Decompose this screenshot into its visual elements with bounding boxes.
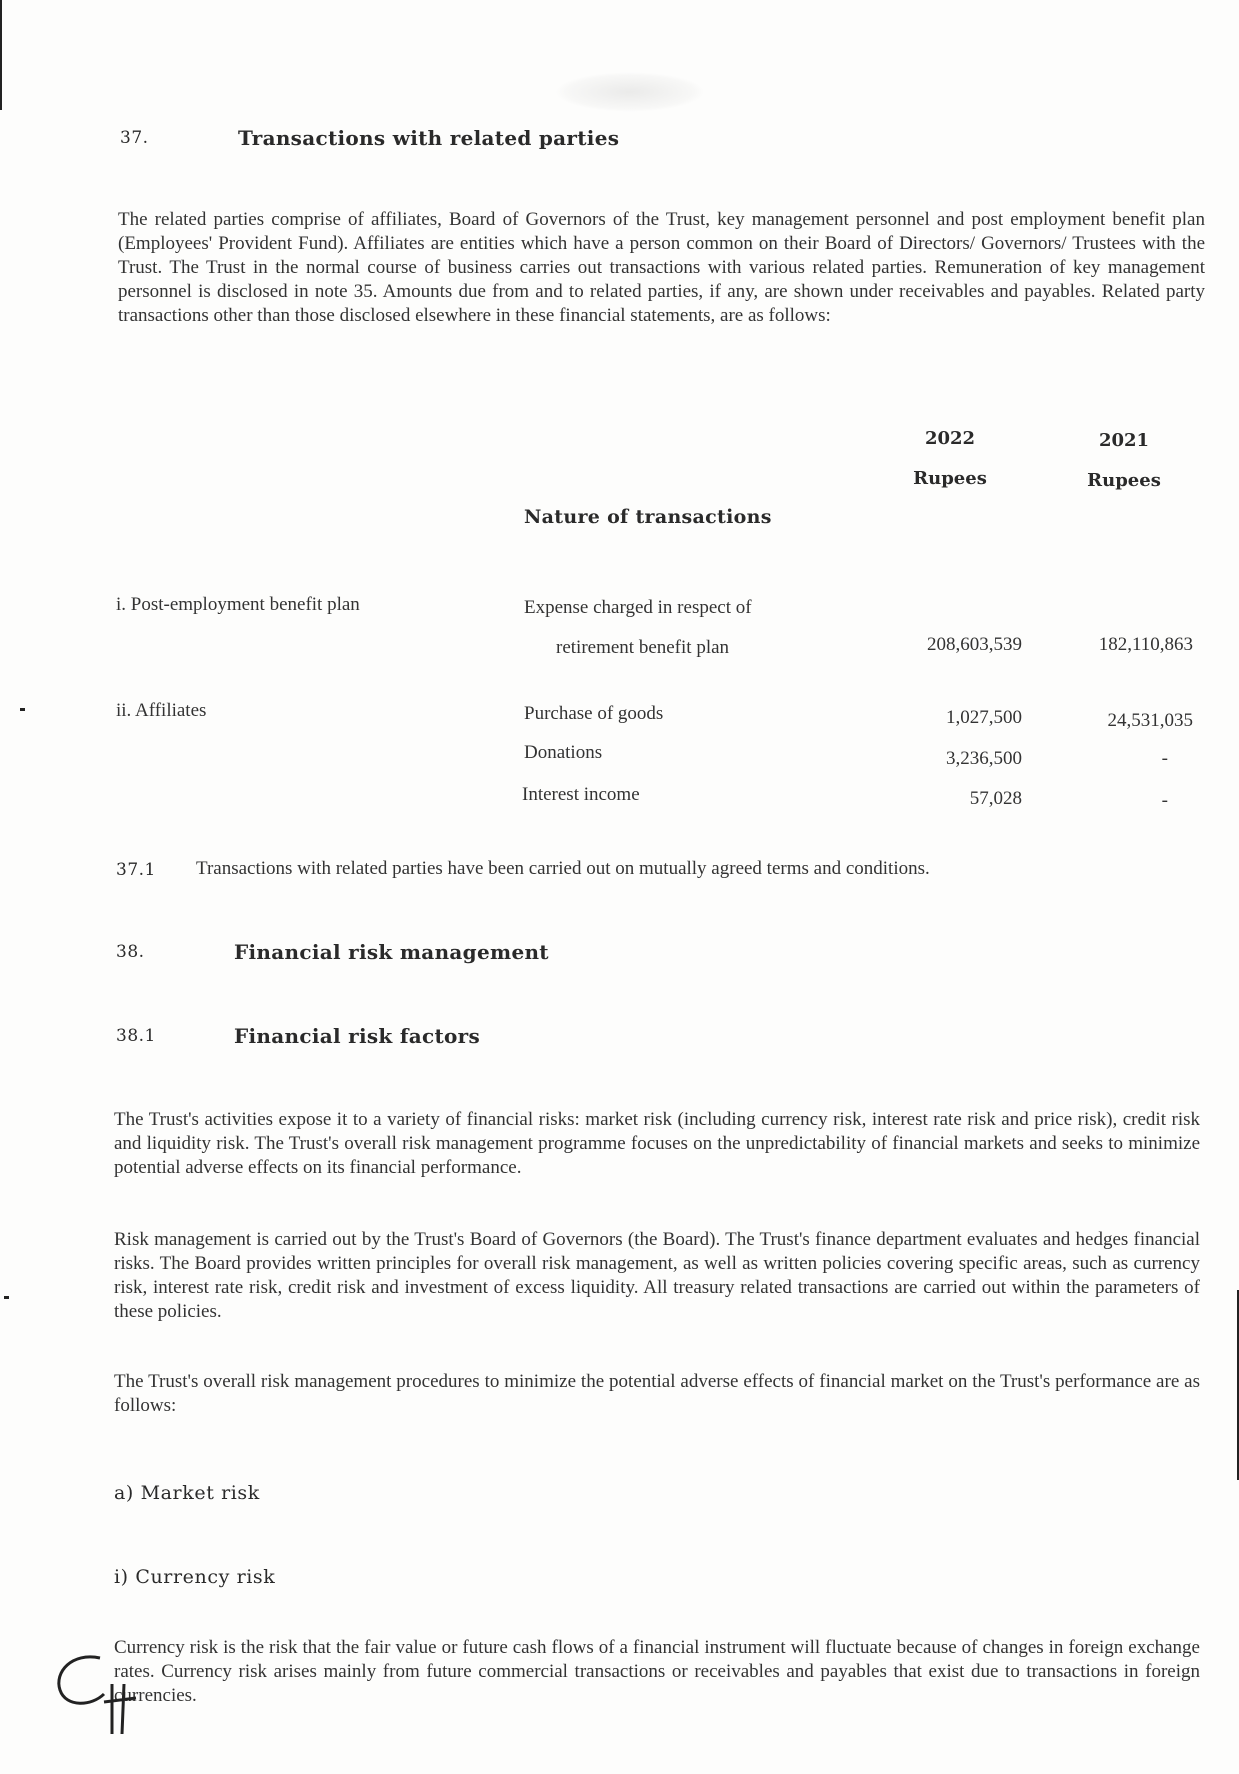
row2-nature: Purchase of goods — [524, 703, 664, 724]
section-37-paragraph: The related parties comprise of affiliates, Board of Governors of the Trust, key management personnel and post employment benefit plan (Employees' Provident Fund). Affiliates are entities which have a person common on their Board of Directors/ Governors/ Trustees with the Trust. The Trust in the normal course of business carries out transactions with various related parties. Remuneration of key management personnel is disclosed in note 35. Amounts due from and to related parties, if any, are shown under receivables and payables. Related party transactions other than those disclosed elsewhere in these financial statements, are as follows: — [118, 209, 1205, 326]
row3-value-2022: 3,236,500 — [946, 748, 1022, 769]
row3-value-2021: - — [1161, 748, 1168, 769]
scan-dot — [20, 708, 25, 711]
faded-stamp — [555, 72, 705, 112]
scan-edge-left — [0, 0, 2, 110]
currency-risk-heading: i) Currency risk — [114, 1566, 276, 1588]
note-37-1-number: 37.1 — [116, 860, 156, 880]
nature-header: Nature of transactions — [524, 506, 772, 528]
section-38-number: 38. — [116, 942, 145, 962]
section-38-title: Financial risk management — [234, 940, 549, 964]
row2-value-2021: 24,531,035 — [1107, 710, 1193, 731]
col-2022-unit: Rupees — [913, 468, 987, 489]
row1-party: i. Post-employment benefit plan — [116, 594, 360, 615]
handwritten-initial — [52, 1650, 142, 1745]
currency-risk-para: Currency risk is the risk that the fair value or future cash flows of a financial instrument will fluctuate because of changes in foreign exchange rates. Currency risk arises mainly from future commercial transactions or receivables and payables that exist due to transactions in foreign currencies. — [114, 1637, 1200, 1706]
section-38-1-title: Financial risk factors — [234, 1024, 481, 1048]
row3-nature: Donations — [524, 742, 603, 763]
note-37-1-text: Transactions with related parties have been carried out on mutually agreed terms and conditions. — [196, 858, 930, 879]
row4-value-2022: 57,028 — [969, 788, 1022, 809]
row4-nature: Interest income — [522, 784, 640, 805]
scan-dot — [4, 1296, 9, 1299]
section-38-1-para3: The Trust's overall risk management procedures to minimize the potential adverse effects of financial market on the Trust's performance are as follows: — [114, 1371, 1200, 1416]
section-38-1-para2: Risk management is carried out by the Trust's Board of Governors (the Board). The Trust's finance department evaluates and hedges financial risks. The Board provides written principles for overall risk management, as well as written policies covering specific areas, such as currency risk, interest rate risk, credit risk and investment of excess liquidity. All treasury related transactions are carried out within the parameters of these policies. — [114, 1229, 1200, 1322]
section-38-1-number: 38.1 — [116, 1026, 156, 1046]
col-2021-year: 2021 — [1098, 430, 1150, 451]
section-37-number: 37. — [120, 128, 149, 148]
row2-party: ii. Affiliates — [116, 700, 207, 721]
col-2021-unit: Rupees — [1087, 470, 1161, 491]
row4-value-2021: - — [1161, 790, 1168, 811]
market-risk-heading: a) Market risk — [114, 1482, 260, 1504]
section-37-title: Transactions with related parties — [238, 126, 620, 150]
row2-value-2022: 1,027,500 — [946, 707, 1022, 728]
row1-nature-line2: retirement benefit plan — [556, 637, 730, 658]
row1-value-2021: 182,110,863 — [1098, 634, 1193, 655]
row1-nature-line1: Expense charged in respect of — [524, 597, 752, 618]
row1-value-2022: 208,603,539 — [927, 634, 1022, 655]
col-2022-year: 2022 — [924, 428, 976, 449]
section-38-1-para1: The Trust's activities expose it to a variety of financial risks: market risk (including currency risk, interest rate risk and price risk), credit risk and liquidity risk. The Trust's overall risk management programme focuses on the unpredictability of financial markets and seeks to minimize potential adverse effects on its financial performance. — [114, 1109, 1200, 1178]
